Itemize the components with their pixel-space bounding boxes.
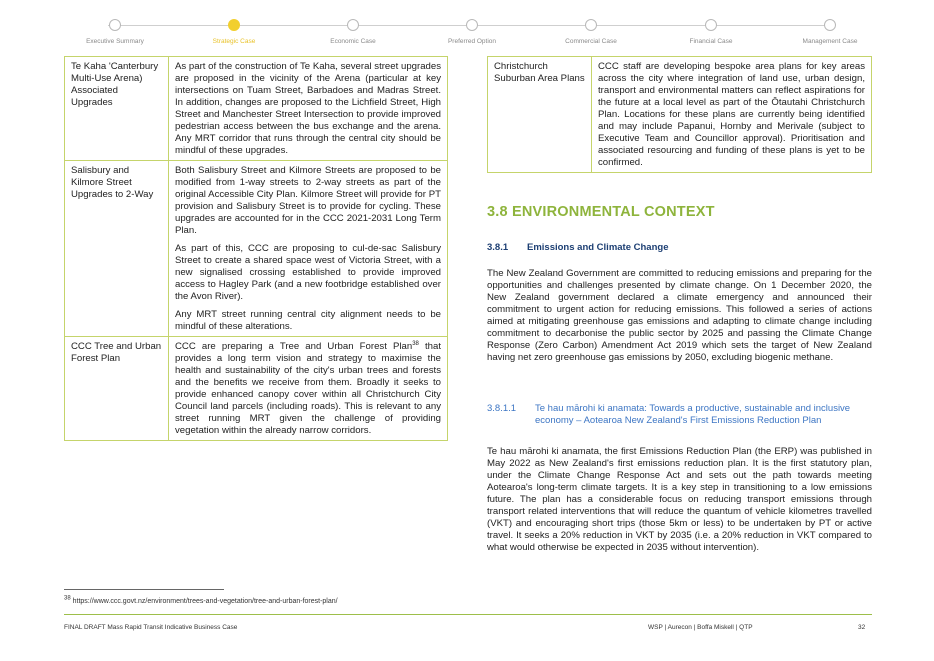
nav-step-commercial-case[interactable] <box>536 19 646 45</box>
footnote-ref[interactable]: 38 <box>412 340 419 347</box>
erp-paragraph: Te hau mārohi ki anamata, the first Emissions Reduction Plan (the ERP) was published in May 2022 as New Zealand's first emissions reduction plan. It is the first statutory plan, under the Climate Change Response Act and sets out the path towards meeting Aotearoa's long-term climate targets. It is a key step in transitioning to a low emissions future. The plan has a considerable focus on reducing transport emissions through transport related interventions that will reduce the quantum of vehicle kilometres travelled (VKT) and encouraging short trips (those 5km or less) to be undertaken by PT or active travel. It seeks a 20% reduction in VKT by 2035 (i.e. a 20% reduction in VKT compared to what would otherwise be expected in 2035 without intervention). <box>487 446 872 553</box>
row-description: CCC staff are developing bespoke area plans for key areas across the city where integration of land use, urban design, transport and environmental matters can reflect aspirations for the future at a local level as part of the Ōtautahi Christchurch Plan. Locations for these plans are currently being identified and may include Papanui, Hornby and Merivale (subject to Executive Team and Councillor approval). Prioritisation and associated resourcing and funding of these plans is yet to be confirmed. <box>598 61 865 168</box>
row-description: As part of this, CCC are proposing to cul-de-sac Salisbury Street to create a shared space west of Victoria Street, with a new signalised crossing established to provide improved access to Hagley Park (and a new footbridge established over the Avon River). <box>175 243 441 302</box>
footnote-link[interactable]: https://www.ccc.govt.nz/environment/trees-and-vegetation/tree-and-urban-forest-plan/ <box>70 598 338 605</box>
step-dot-icon <box>347 19 359 31</box>
nav-step-strategic-case[interactable] <box>179 19 289 45</box>
step-dot-icon <box>109 19 121 31</box>
row-term: CCC Tree and Urban Forest Plan <box>71 341 162 364</box>
step-dot-icon <box>705 19 717 31</box>
subsubsection-number: 3.8.1.1 <box>487 403 517 414</box>
row-term-cell <box>65 57 169 161</box>
nav-step-label: Commercial Case <box>565 38 617 45</box>
subsection-heading <box>487 242 668 253</box>
row-term: Christchurch Suburban Area Plans <box>494 61 585 84</box>
subsection-number: 3.8.1 <box>487 242 509 253</box>
nav-step-label: Executive Summary <box>86 38 144 45</box>
table-row <box>488 57 872 173</box>
projects-table-left <box>64 56 448 441</box>
nav-step-management-case[interactable] <box>775 19 885 45</box>
table-row <box>65 161 448 337</box>
step-dot-icon <box>824 19 836 31</box>
description-text: CCC are preparing a Tree and Urban Forest Plan <box>175 341 413 352</box>
row-description-cell <box>169 57 448 161</box>
nav-step-executive-summary[interactable] <box>60 19 170 45</box>
nav-step-label: Preferred Option <box>447 38 497 45</box>
nav-step-label: Strategic Case <box>212 38 256 45</box>
section-heading: 3.8 ENVIRONMENTAL CONTEXT <box>487 204 715 220</box>
step-dot-icon <box>466 19 478 31</box>
row-description: As part of the construction of Te Kaha, several street upgrades are proposed in the vicinity of the Arena (particular at key intersections on Tuam Street, Barbadoes and Madras Street. In addition, changes are proposed to the Lichfield Street, High Street and Manchester Street Intersection to provide improved pedestrian access between the bus exchange and the arena. Any MRT corridor that runs through the central city should be mindful of these upgrades. <box>175 61 441 156</box>
footer-authors: WSP | Aurecon | Boffa Miskell | QTP <box>648 624 753 631</box>
step-dot-icon <box>585 19 597 31</box>
nav-step-label: Management Case <box>802 38 858 45</box>
subsection-title: Emissions and Climate Change <box>527 242 669 253</box>
footer-divider <box>64 614 872 615</box>
emissions-paragraph: The New Zealand Government are committed to reducing emissions and preparing for the opportunities and challenges presented by climate change. On 1 December 2020, the New Zealand government declared a climate emergency and announced their commitment to urgent action for reducing emissions. This followed a series of actions aimed at mitigating greenhouse gas emissions and adapting to climate change including commitment to decarbonise the public sector by 2025 and passing the Climate Change Response (Zero Carbon) Amendment Act 2019 which sets the target of New Zealand having net zero greenhouse gas emissions by 2050, excluding biogenic methane. <box>487 268 872 363</box>
subsubsection-title: Te hau mārohi ki anamata: Towards a productive, sustainable and inclusive economy – Aotearoa New Zealand's First Emissions Reduction Plan <box>535 403 851 426</box>
nav-step-preferred-option[interactable] <box>417 19 527 45</box>
footer-document-title: FINAL DRAFT Mass Rapid Transit Indicative Business Case <box>64 624 238 631</box>
footnote-divider <box>64 589 224 590</box>
row-term-cell <box>65 337 169 441</box>
row-description: Both Salisbury Street and Kilmore Streets are proposed to be modified from 1-way streets to 2-way streets as part of the original Accessible City Plan. Kilmore Street will provide for PT provision and Salisbury Street is to provide for cycling. These upgrades are accounted for in the CCC 2021-2031 Long Term Plan. <box>175 165 441 236</box>
table-row <box>65 337 448 441</box>
row-term: Salisbury and Kilmore Street Upgrades to 2-Way <box>71 165 154 200</box>
footnote-number: 38 <box>64 595 71 602</box>
row-term: Te Kaha 'Canterbury Multi-Use Arena) Associated Upgrades <box>71 61 159 108</box>
nav-step-label: Financial Case <box>689 38 733 45</box>
row-description: Any MRT street running central city alignment needs to be mindful of these alterations. <box>175 309 441 332</box>
row-description-cell <box>592 57 872 173</box>
table-row <box>65 57 448 161</box>
projects-table-right <box>487 56 872 173</box>
nav-step-financial-case[interactable] <box>656 19 766 45</box>
row-description <box>175 341 441 437</box>
subsubsection-heading <box>487 403 872 427</box>
case-progress-nav <box>60 16 880 46</box>
footnote <box>64 595 338 605</box>
row-description-cell <box>169 161 448 337</box>
nav-step-label: Economic Case <box>330 38 376 45</box>
description-text: that provides a long term vision and strategy to maximise the health and sustainability of the city's urban trees and forests and the benefits we receive from them. Broadly it seeks to provide enhanced canopy cover within all Christchurch City Council land parcels (including roads). This is relevant to any street running MRT given the challenge of providing vegetation within the already narrow corridors. <box>175 341 441 436</box>
row-term-cell <box>488 57 592 173</box>
step-dot-active-icon <box>228 19 240 31</box>
nav-step-economic-case[interactable] <box>298 19 408 45</box>
row-term-cell <box>65 161 169 337</box>
page-number: 32 <box>858 624 866 631</box>
row-description-cell <box>169 337 448 441</box>
